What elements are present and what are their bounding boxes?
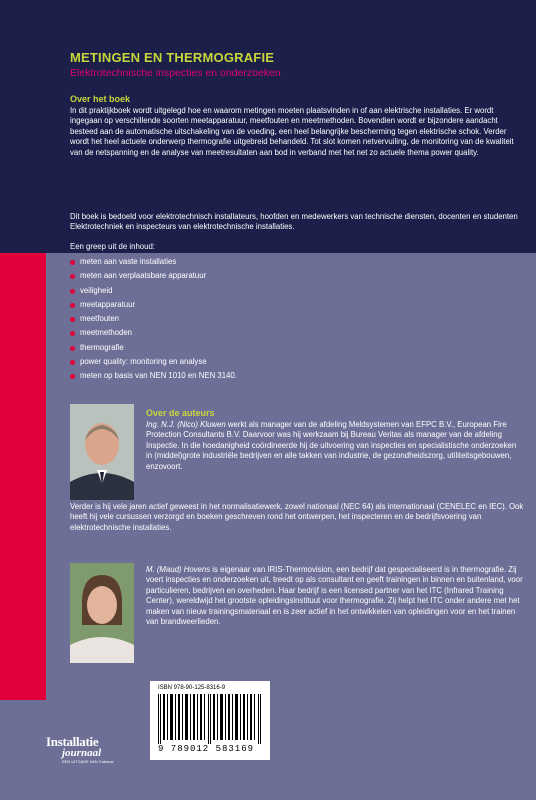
publisher-name-line-1: Installatie	[46, 734, 99, 749]
list-item: meten aan vaste installaties	[70, 255, 520, 269]
bullet-icon	[70, 374, 75, 379]
bullet-icon	[70, 303, 75, 308]
author-1-bio-part-a: werkt als manager van de afdeling Meldsystemen van EFPC B.V., European Fire Protection Consultants B.V. Daarvoor was hij werkzaam bij Bureau Veritas als manager van de afdeling Inspectie. In die hoedanigheid coördineerde hij de uitvoering van inspecties en specialistische onderzoeken in (middel)grote industriële bedrijven en alle takken van industrie, de gezondheidszorg, utiliteitsgebouwen, enzovoort.	[146, 420, 517, 471]
author-2-photo	[70, 563, 134, 663]
author-1-photo	[70, 404, 134, 500]
publisher-tagline: EEN UITGAVE VAN Cobouw	[62, 759, 114, 764]
bullet-icon	[70, 331, 75, 336]
barcode-digits: 9 789012 583169	[158, 744, 255, 754]
barcode	[150, 681, 270, 760]
author-2-name: M. (Maud) Hovens	[146, 565, 211, 574]
publisher-name-line-2: journaal	[62, 747, 102, 759]
list-item: veiligheid	[70, 284, 520, 298]
book-title: METINGEN EN THERMOGRAFIE	[70, 50, 275, 65]
list-item: meten op basis van NEN 1010 en NEN 3140.	[70, 369, 520, 383]
about-book-heading: Over het boek	[70, 94, 131, 104]
author-1-bio	[146, 420, 524, 472]
list-item: meten aan verplaatsbare apparatuur	[70, 269, 520, 283]
bullet-icon	[70, 274, 75, 279]
about-book-paragraph-2: Dit boek is bedoeld voor elektrotechnisch installateurs, hoofden en medewerkers van technische diensten, docenten en studenten Elektrotechniek en inspecteurs van elektrotechnische installaties.	[70, 212, 518, 232]
contents-intro: Een greep uit de inhoud:	[70, 242, 155, 251]
isbn-label: ISBN 978-90-125-8316-9	[158, 685, 226, 691]
author-1-bio-continued: Verder is hij vele jaren actief geweest in het normalisatiewerk, zowel nationaal (NEC 64) als internationaal (CENELEC en IEC). Ook heeft hij vele cursussen verzorgd en boeken geschreven rond het ontwerpen, het inspecteren en de bedrijfsvoering van elektrotechnische installaties.	[70, 502, 524, 532]
list-item: meetmethoden	[70, 326, 520, 340]
list-item: power quality: monitoring en analyse	[70, 355, 520, 369]
author-2-bio-text: is eigenaar van IRIS-Thermovision, een bedrijf dat gespecialiseerd is in thermografie. Zij voert inspecties en onderzoeken uit, treedt op als consultant en geeft trainingen in binnen en buitenland, voor particulieren, bedrijven en overheden. Haar bedrijf is een licensed partner van het ITC (Infrared Training Center), wereldwijd het grootste opleidingsinstituut voor thermografie. Zij helpt het ITC onder andere met het maken van nieuw trainingsmateriaal en is zeer actief in het ontwikkelen van opleidingen voor en het trainen van brandweerlieden.	[146, 565, 523, 627]
list-item: thermografie	[70, 341, 520, 355]
bullet-icon	[70, 317, 75, 322]
barcode-bars-icon	[158, 694, 262, 744]
about-authors-heading: Over de auteurs	[146, 408, 215, 418]
author-1-portrait-icon	[70, 404, 134, 500]
publisher-logo	[46, 734, 113, 764]
bullet-icon	[70, 346, 75, 351]
left-strip-bottom	[0, 700, 46, 800]
bullet-icon	[70, 289, 75, 294]
author-2-bio	[146, 565, 524, 627]
bullet-icon	[70, 260, 75, 265]
list-item: meetapparatuur	[70, 298, 520, 312]
book-subtitle: Elektrotechnische inspecties en onderzoeken	[70, 67, 281, 79]
about-book-paragraph-1: In dit praktijkboek wordt uitgelegd hoe en waarom metingen moeten plaatsvinden in of aan elektrische installaties. Er wordt ingegaan op verschillende soorten meetapparatuur, meetfouten en meetmethoden. Bovendien wordt er bijzondere aandacht besteed aan de automatische uitschakeling van de voeding, een heel belangrijke bescherming tegen elektrische schok. Verder wordt het heel actuele onderwerp thermografie uitgebreid behandeld. Tot slot komen netvervuiling, de monitoring van de kwaliteit van de netspanning en de analyse van meetresultaten aan bod in verband met het net zo actuele thema power quality.	[70, 106, 514, 157]
contents-list	[70, 255, 520, 384]
author-2-portrait-icon	[70, 563, 134, 663]
list-item: meetfouten	[70, 312, 520, 326]
author-1-name: Ing. N.J. (Nico) Kluwen	[146, 420, 226, 429]
bullet-icon	[70, 360, 75, 365]
